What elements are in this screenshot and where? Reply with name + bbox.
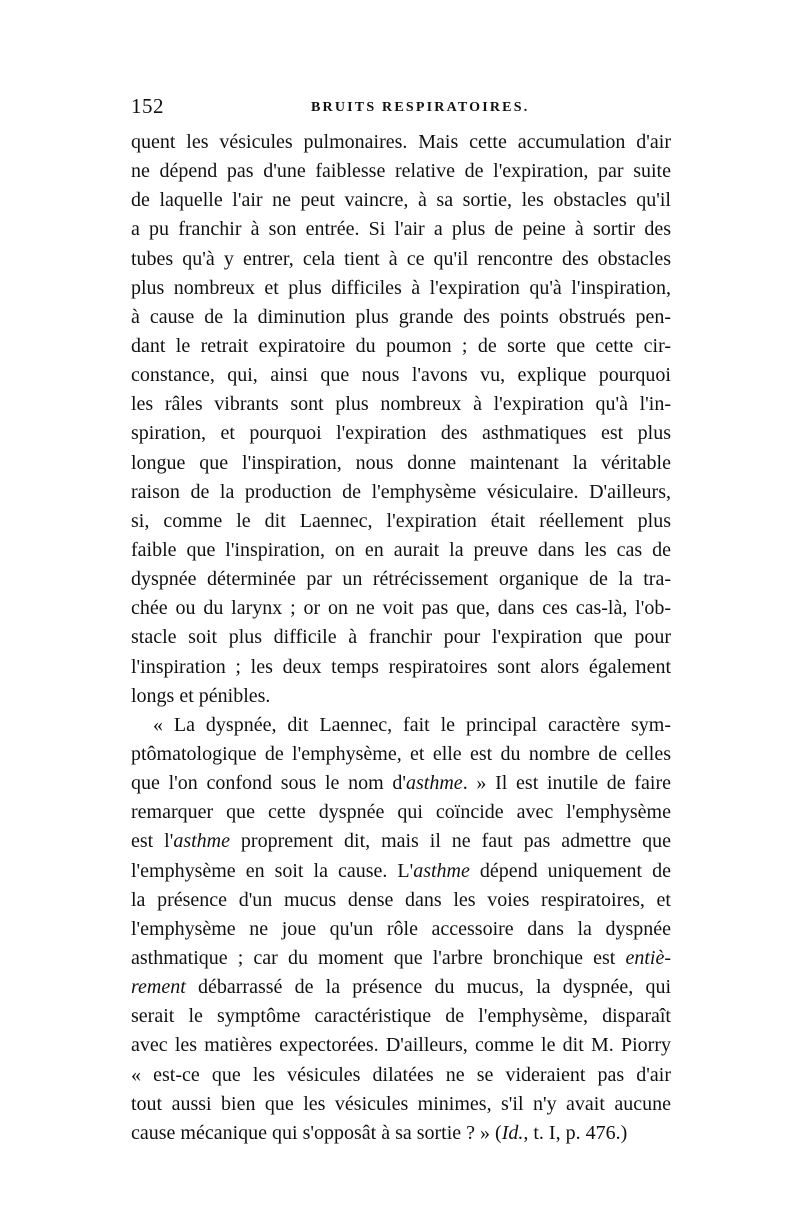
page-header	[131, 92, 671, 122]
text-line: l'inspiration ; les deux temps respiratoires sont alors également	[131, 655, 671, 678]
text-line: l'emphysème ne joue qu'un rôle accessoire dans la dyspnée	[131, 917, 671, 940]
text-line: longue que l'inspiration, nous donne maintenant la véritable	[131, 451, 671, 474]
text-line: faible que l'inspiration, on en aurait la preuve dans les cas de	[131, 538, 671, 561]
text-line: ne dépend pas d'une faiblesse relative de l'expiration, par suite	[131, 160, 671, 183]
text-line: remarquer que cette dyspnée qui coïncide avec l'emphysème	[131, 801, 671, 824]
text-line: à cause de la diminution plus grande des points obstrués pen-	[131, 305, 671, 328]
paragraph	[131, 711, 671, 1148]
text-line: longs et pénibles.	[131, 684, 271, 707]
text-line: spiration, et pourquoi l'expiration des asthmatiques est plus	[131, 422, 671, 445]
text-line: l'emphysème en soit la cause. L'asthme dépend uniquement de	[131, 859, 671, 882]
text-line: « La dyspnée, dit Laennec, fait le principal caractère sym-	[153, 713, 671, 736]
text-line: ptômatologique de l'emphysème, et elle est du nombre de celles	[131, 742, 671, 765]
text-line: « est-ce que les vésicules dilatées ne se videraient pas d'air	[131, 1063, 671, 1086]
paragraph	[131, 128, 671, 711]
text-line: raison de la production de l'emphysème vésiculaire. D'ailleurs,	[131, 480, 671, 503]
text-line: est l'asthme proprement dit, mais il ne faut pas admettre que	[131, 830, 671, 853]
text-line: la présence d'un mucus dense dans les voies respiratoires, et	[131, 888, 671, 911]
text-line: constance, qui, ainsi que nous l'avons vu, explique pourquoi	[131, 364, 671, 387]
text-line: si, comme le dit Laennec, l'expiration était réellement plus	[131, 509, 671, 532]
text-line: cause mécanique qui s'opposât à sa sortie ? » (Id., t. I, p. 476.)	[131, 1121, 628, 1144]
text-line: avec les matières expectorées. D'ailleurs, comme le dit M. Piorry	[131, 1034, 671, 1057]
text-line: de laquelle l'air ne peut vaincre, à sa sortie, les obstacles qu'il	[131, 189, 671, 212]
text-line: que l'on confond sous le nom d'asthme. » Il est inutile de faire	[131, 772, 672, 795]
text-line: tout aussi bien que les vésicules minimes, s'il n'y avait aucune	[131, 1092, 671, 1115]
page-number: 152	[131, 94, 164, 118]
text-line: les râles vibrants sont plus nombreux à l'expiration qu'à l'in-	[131, 393, 671, 416]
text-line: plus nombreux et plus difficiles à l'expiration qu'à l'inspiration,	[131, 276, 671, 299]
text-line: asthmatique ; car du moment que l'arbre bronchique est entiè-	[131, 946, 671, 969]
body-text	[131, 128, 671, 1148]
text-line: stacle soit plus difficile à franchir pour l'expiration que pour	[131, 626, 671, 649]
text-line: chée ou du larynx ; or on ne voit pas que, dans ces cas-là, l'ob-	[131, 597, 671, 620]
text-line: dyspnée déterminée par un rétrécissement organique de la tra-	[131, 568, 671, 591]
text-line: a pu franchir à son entrée. Si l'air a plus de peine à sortir des	[131, 218, 671, 241]
text-line: rement débarrassé de la présence du mucus, la dyspnée, qui	[131, 976, 671, 999]
text-line: tubes qu'à y entrer, cela tient à ce qu'il rencontre des obstacles	[131, 247, 671, 270]
running-title: BRUITS RESPIRATOIRES.	[311, 100, 530, 115]
text-line: quent les vésicules pulmonaires. Mais cette accumulation d'air	[131, 131, 671, 153]
text-line: dant le retrait expiratoire du poumon ; de sorte que cette cir-	[131, 334, 671, 357]
text-line: serait le symptôme caractéristique de l'emphysème, disparaît	[131, 1005, 671, 1028]
